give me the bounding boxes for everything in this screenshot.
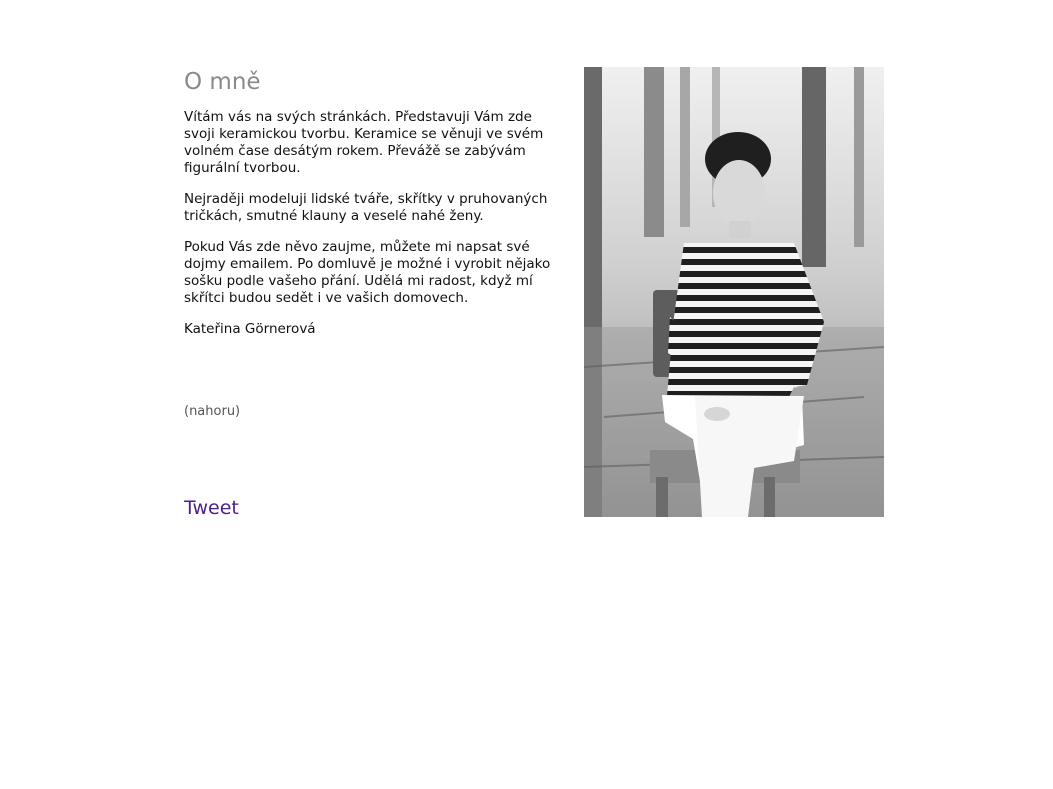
page-title: O mně — [184, 69, 261, 95]
author-signature: Kateřina Görnerová — [184, 321, 316, 337]
contact-paragraph: Pokud Vás zde něvo zaujme, můžete mi napsat své dojmy emailem. Po domluvě je možné i vyrobit nějako sošku podle vašeho přání. Udělá mi radost, když mí skřítci budou sedět i ve vašich domovech. — [184, 239, 551, 306]
author-portrait-photo — [584, 67, 884, 517]
modeling-paragraph: Nejraději modeluji lidské tváře, skřítky v pruhovaných tričkách, smutné klauny a veselé nahé ženy. — [184, 191, 548, 224]
about-section — [184, 68, 556, 519]
back-to-top-link[interactable]: (nahoru) — [184, 404, 241, 419]
tweet-button[interactable]: Tweet — [184, 497, 239, 519]
intro-paragraph: Vítám vás na svých stránkách. Představuji Vám zde svoji keramickou tvorbu. Keramice se věnuji ve svém volném čase desátým rokem. Převážě se zabývám figurální tvorbou. — [184, 109, 544, 176]
